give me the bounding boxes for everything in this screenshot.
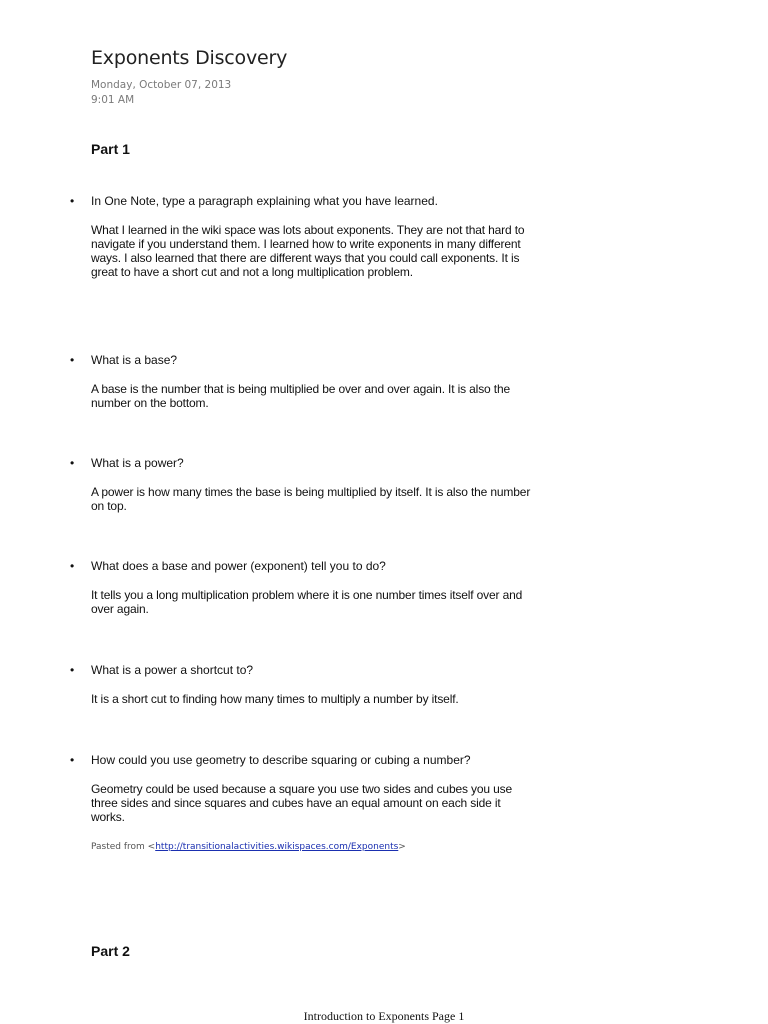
answer-text: It is a short cut to finding how many times to multiply a number by itself. bbox=[91, 692, 459, 706]
bullet: • bbox=[70, 456, 75, 470]
question-text: What is a power? bbox=[91, 456, 184, 470]
answer-text: Geometry could be used because a square you use two sides and cubes you use three sides and since squares and cubes have an equal amount on each side it works. bbox=[91, 782, 513, 824]
question-text: What does a base and power (exponent) tell you to do? bbox=[91, 559, 386, 573]
part2-heading: Part 2 bbox=[91, 943, 130, 959]
page-date: Monday, October 07, 2013 bbox=[91, 79, 232, 91]
question-text: What is a power a shortcut to? bbox=[91, 663, 254, 677]
question-text: In One Note, type a paragraph explaining what you have learned. bbox=[91, 194, 438, 208]
answer-text: A power is how many times the base is being multiplied by itself. It is also the number on top. bbox=[91, 485, 531, 513]
pasted-from-note bbox=[91, 842, 406, 852]
bullet: • bbox=[70, 353, 75, 367]
page-title: Exponents Discovery bbox=[91, 47, 288, 69]
part1-heading: Part 1 bbox=[91, 141, 130, 157]
bullet: • bbox=[70, 663, 75, 677]
source-link[interactable]: http://transitionalactivities.wikispaces.com/Exponents bbox=[155, 842, 399, 852]
answer-text: It tells you a long multiplication problem where it is one number times itself over and over again. bbox=[91, 588, 523, 616]
pasted-prefix: Pasted from < bbox=[91, 842, 156, 852]
bullet: • bbox=[70, 559, 75, 573]
question-text: How could you use geometry to describe squaring or cubing a number? bbox=[91, 753, 471, 767]
question-text: What is a base? bbox=[91, 353, 178, 367]
answer-text: What I learned in the wiki space was lots about exponents. They are not that hard to navigate if you understand them. I learned how to write exponents in many different ways. I also learned that there are different ways that you could call exponents. It is great to have a short cut and not a long multiplication problem. bbox=[91, 223, 525, 279]
bullet: • bbox=[70, 194, 75, 208]
bullet: • bbox=[70, 753, 75, 767]
page-footer: Introduction to Exponents Page 1 bbox=[303, 1009, 465, 1023]
page-time: 9:01 AM bbox=[91, 94, 135, 106]
pasted-suffix: > bbox=[398, 842, 406, 852]
answer-text: A base is the number that is being multiplied be over and over again. It is also the number on the bottom. bbox=[91, 382, 510, 410]
